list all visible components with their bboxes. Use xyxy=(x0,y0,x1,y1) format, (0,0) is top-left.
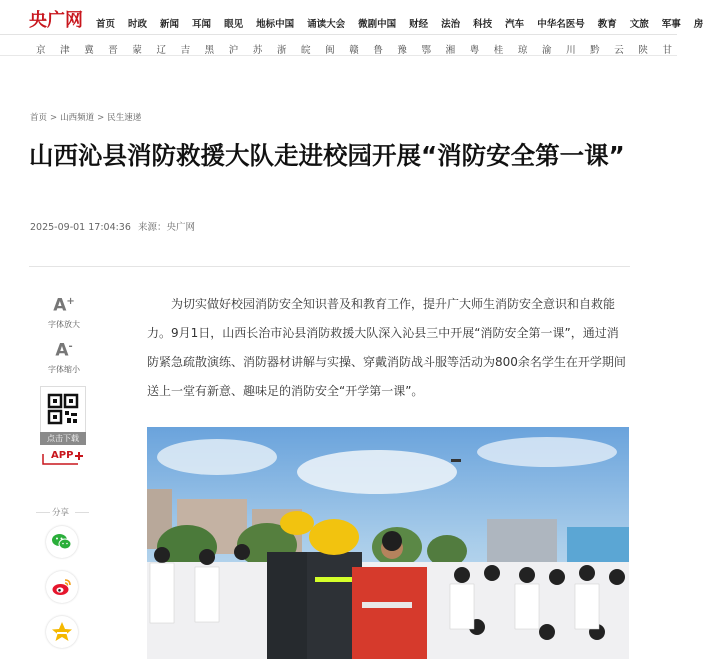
nav-item[interactable]: 诵读大会 xyxy=(307,19,346,30)
breadcrumb-separator: > xyxy=(50,113,58,123)
province-item[interactable]: 冀 xyxy=(84,45,94,56)
province-item[interactable]: 赣 xyxy=(349,45,359,56)
article-photo xyxy=(147,427,629,659)
province-item[interactable]: 浙 xyxy=(276,45,287,56)
share-qzone-button[interactable] xyxy=(46,616,78,648)
qr-code-icon xyxy=(41,387,85,433)
article-meta xyxy=(30,219,199,233)
share-wechat-button[interactable] xyxy=(46,526,78,558)
province-item[interactable]: 苏 xyxy=(252,45,263,56)
province-item[interactable]: 辽 xyxy=(156,45,166,56)
article-paragraph: 为切实做好校园消防安全知识普及和教育工作，提升广大师生消防安全意识和自救能力。9月1日，山西长治市沁县消防救援大队深入沁县三中开展“消防安全第一课”，通过消防紧急疏散演练、消防器材讲解与实操、穿戴消防战斗服等活动为800余名学生在开学期间送上一堂有新意、趣味足的消防安全“开学第一课”。 xyxy=(147,297,626,398)
app-label: APP xyxy=(51,450,74,461)
province-item[interactable]: 甘 xyxy=(662,45,672,56)
nav-item[interactable]: 微剧中国 xyxy=(358,19,397,30)
font-increase-label: 字体放大 xyxy=(48,319,80,329)
nav-item[interactable]: 科技 xyxy=(473,19,493,30)
share-label: 分享 xyxy=(52,508,70,518)
province-item[interactable]: 湘 xyxy=(445,45,456,56)
article-datetime: 2025-09-01 17:04:36 xyxy=(30,222,131,233)
province-item[interactable]: 蒙 xyxy=(132,45,142,56)
font-increase-button[interactable] xyxy=(38,292,90,330)
font-decrease-glyph: A xyxy=(55,340,69,361)
province-item[interactable]: 川 xyxy=(566,45,576,56)
font-decrease-label: 字体缩小 xyxy=(48,364,80,374)
nav-item[interactable]: 新闻 xyxy=(160,19,180,30)
province-item[interactable]: 晋 xyxy=(108,45,118,56)
nav-item[interactable]: 教育 xyxy=(597,19,617,30)
province-item[interactable]: 黑 xyxy=(204,45,215,56)
font-decrease-sign: - xyxy=(68,341,73,352)
breadcrumb xyxy=(30,111,141,123)
nav-item[interactable]: 眼见 xyxy=(224,19,244,30)
nav-item[interactable]: 文旅 xyxy=(629,19,649,30)
province-item[interactable]: 吉 xyxy=(180,45,191,56)
nav-item[interactable]: 耳闻 xyxy=(192,19,212,30)
fire-drill-photo xyxy=(147,427,629,659)
site-logo[interactable]: 央广网 xyxy=(29,10,83,31)
font-increase-sign: + xyxy=(66,296,75,307)
province-item[interactable]: 皖 xyxy=(301,45,311,56)
app-download-button[interactable] xyxy=(42,450,86,466)
font-increase-glyph: A xyxy=(53,295,67,316)
share-divider-left xyxy=(36,512,50,513)
breadcrumb-channel[interactable]: 山西频道 xyxy=(60,113,95,123)
wechat-icon xyxy=(46,526,78,558)
font-increase-icon xyxy=(38,292,90,316)
nav-item[interactable]: 军事 xyxy=(661,19,681,30)
breadcrumb-home[interactable]: 首页 xyxy=(30,113,48,123)
article-title: 山西沁县消防救援大队走进校园开展“消防安全第一课” xyxy=(29,141,625,170)
province-item[interactable]: 渝 xyxy=(541,45,552,56)
breadcrumb-separator: > xyxy=(97,113,105,123)
article-source: 来源：央广网 xyxy=(137,222,195,233)
weibo-icon xyxy=(46,571,78,603)
province-item[interactable]: 鲁 xyxy=(373,45,383,56)
province-item[interactable]: 琼 xyxy=(517,45,528,56)
nav-item[interactable]: 地标中国 xyxy=(256,19,295,30)
province-nav xyxy=(0,35,677,56)
province-item[interactable]: 桂 xyxy=(493,45,504,56)
nav-item[interactable]: 首页 xyxy=(96,19,116,30)
province-item[interactable]: 闽 xyxy=(325,45,335,56)
download-label[interactable]: 点击下载 xyxy=(40,432,86,445)
province-item[interactable]: 沪 xyxy=(228,45,239,56)
qr-code[interactable] xyxy=(40,386,86,434)
province-item[interactable]: 云 xyxy=(614,45,624,56)
font-decrease-button[interactable] xyxy=(38,337,90,375)
province-item[interactable]: 豫 xyxy=(397,45,407,56)
share-divider-right xyxy=(75,512,89,513)
title-divider xyxy=(29,266,630,267)
breadcrumb-section[interactable]: 民生速递 xyxy=(107,113,142,123)
nav-item[interactable]: 汽车 xyxy=(505,19,525,30)
province-item[interactable]: 粤 xyxy=(469,45,480,56)
font-decrease-icon xyxy=(38,337,90,361)
province-list xyxy=(36,38,687,57)
province-item[interactable]: 津 xyxy=(60,45,70,56)
province-item[interactable]: 京 xyxy=(36,45,46,56)
province-item[interactable]: 黔 xyxy=(590,45,600,56)
nav-menu xyxy=(96,12,716,30)
nav-item[interactable]: 法治 xyxy=(441,19,461,30)
nav-item[interactable]: 时政 xyxy=(128,19,148,30)
nav-item[interactable]: 房 xyxy=(693,19,704,30)
province-item[interactable]: 陕 xyxy=(638,45,648,56)
nav-item[interactable]: 中华名医号 xyxy=(537,19,585,30)
qzone-star-icon xyxy=(46,616,78,648)
nav-item[interactable]: 财经 xyxy=(409,19,429,30)
top-nav xyxy=(0,0,704,35)
province-item[interactable]: 鄂 xyxy=(421,45,432,56)
share-weibo-button[interactable] xyxy=(46,571,78,603)
